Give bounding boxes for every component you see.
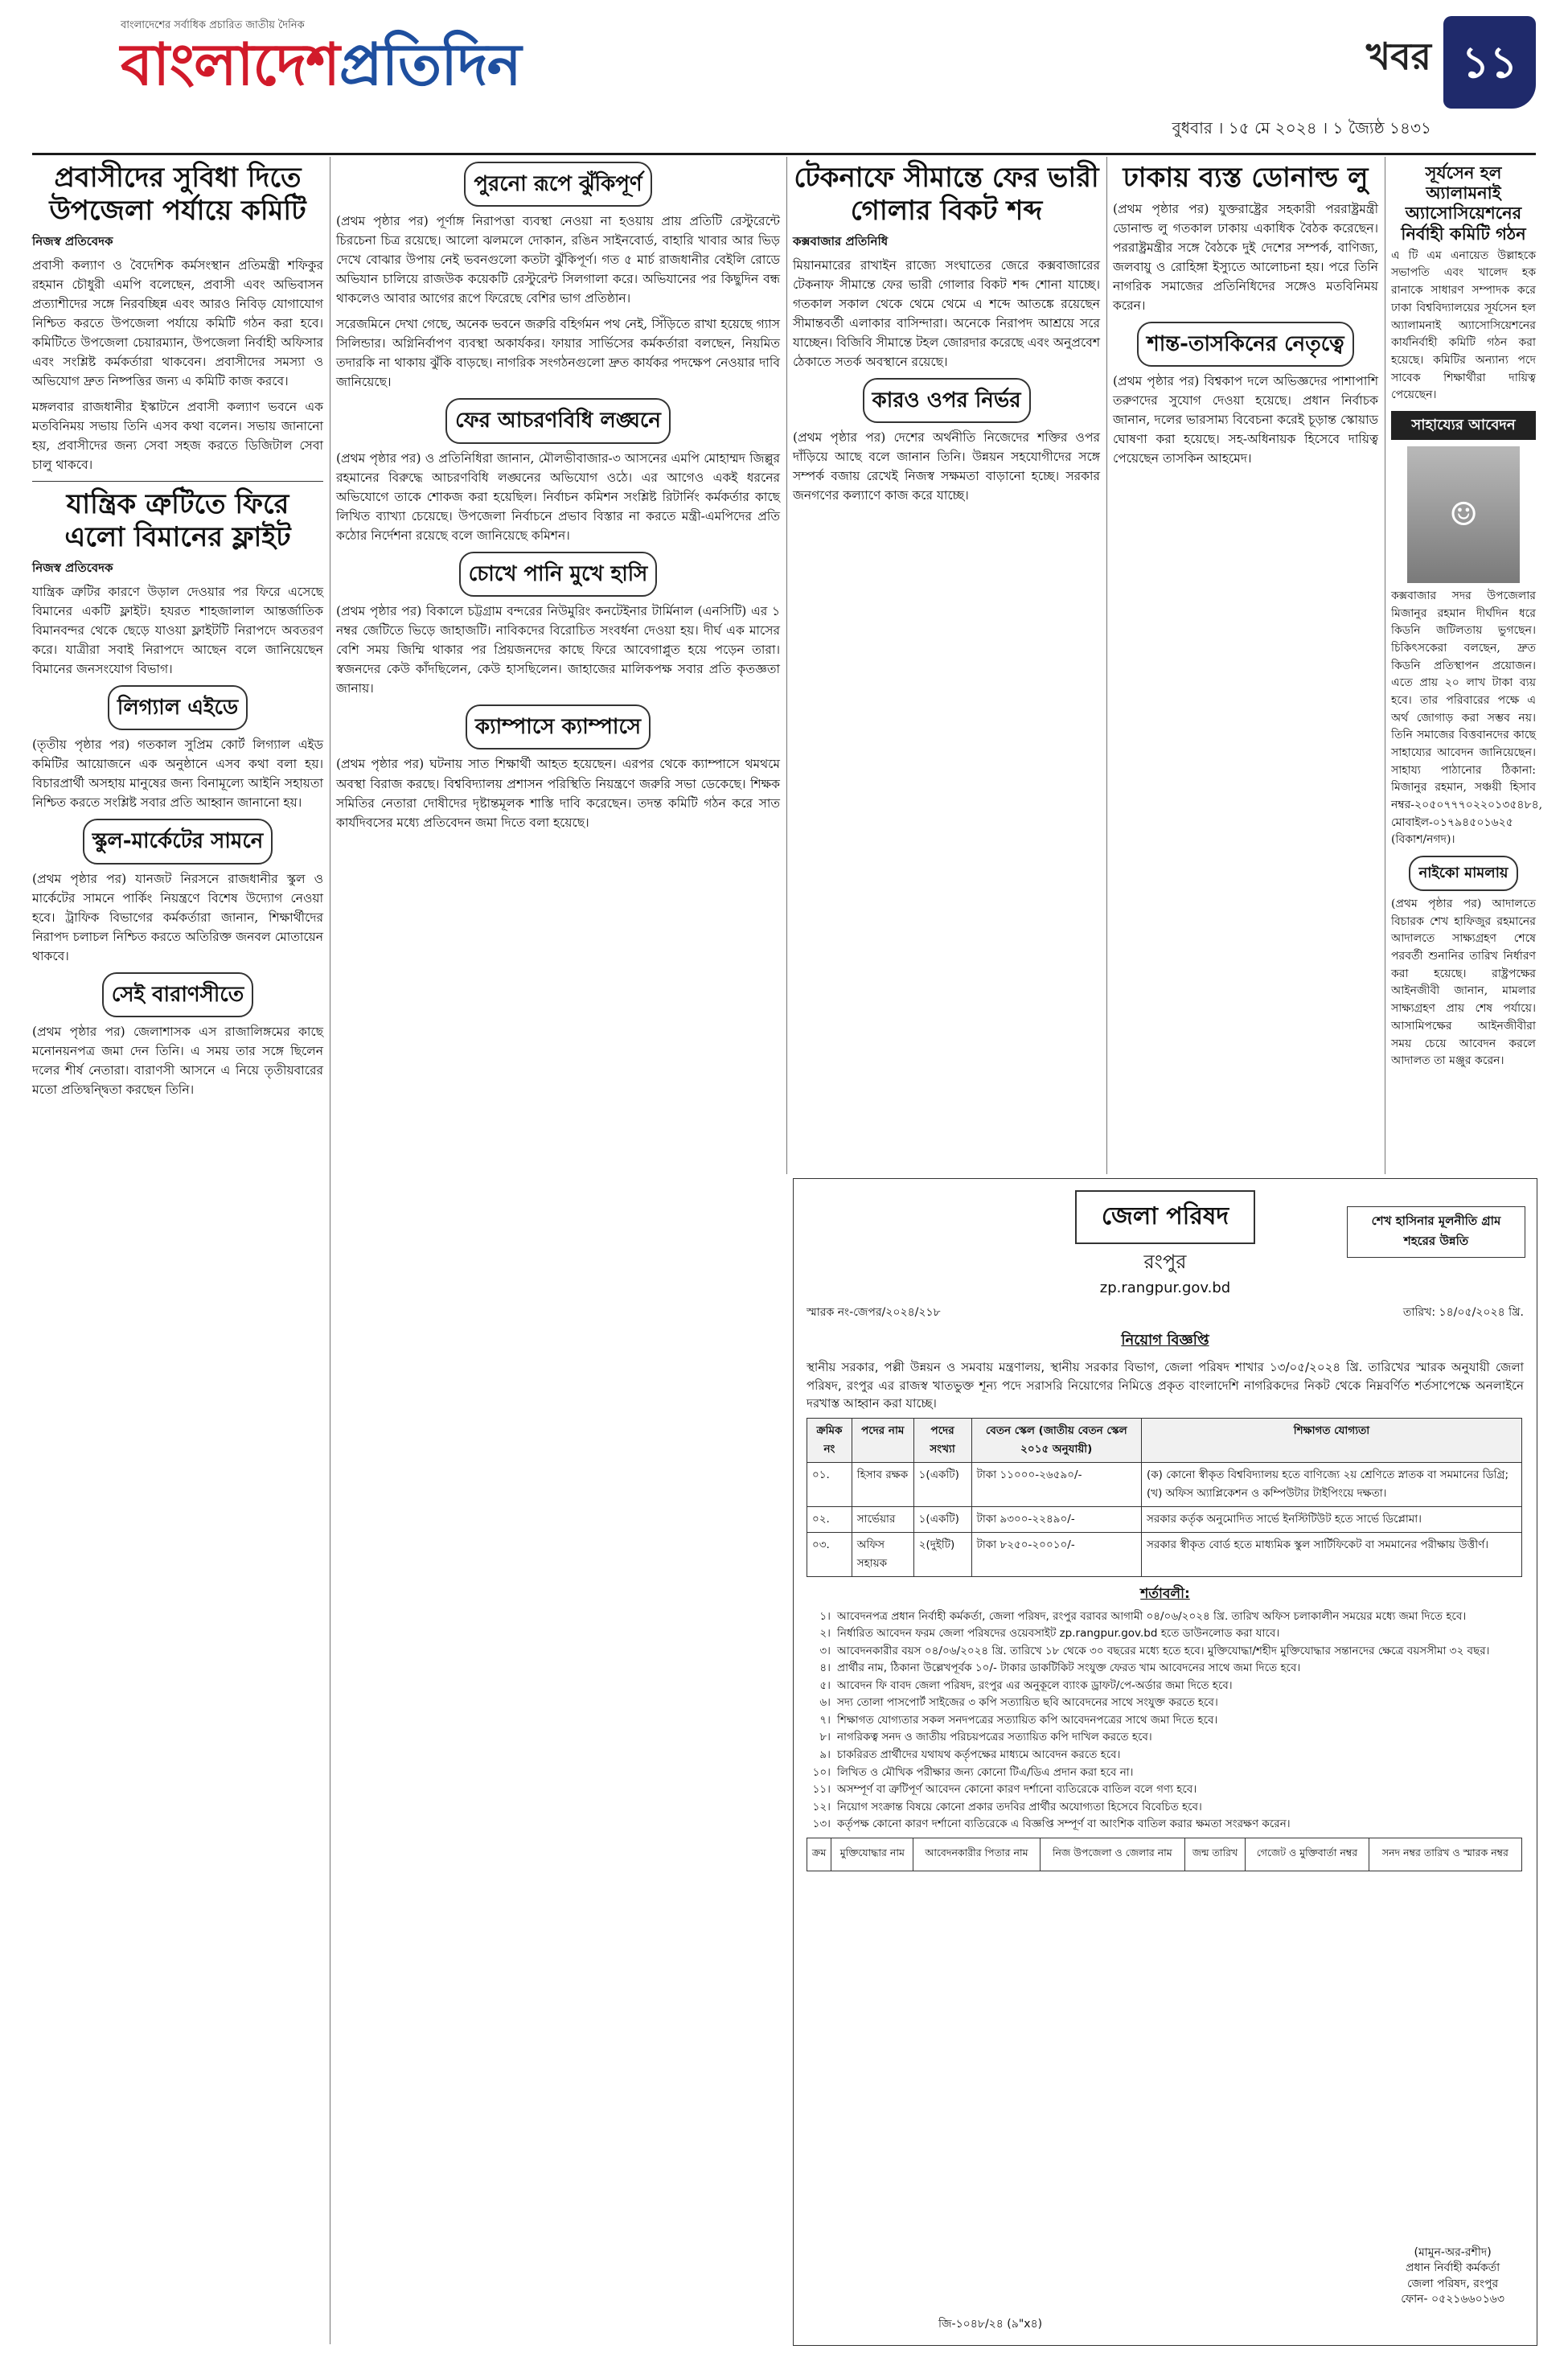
term-text: নাগরিকত্ব সনদ ও জাতীয় পরিচয়পত্রের সত্যায়িত কপি দাখিল করতে হবে। (837, 1731, 1152, 1744)
table-cell: ২(দুইটি) (913, 1532, 971, 1576)
article-body: প্রবাসী কল্যাণ ও বৈদেশিক কর্মসংস্থান প্রতিমন্ত্রী শফিকুর রহমান চৌধুরী এমপি বলেছেন, প্রবাসী এবং অভিবাসন প্রত্যাশীদের সঙ্গে নিরবচ্ছিন্ন এবং আরও নিবিড় যোগাযোগ নিশ্চিত করতে উপজেলা পর্যায়ে কমিটি গঠন করা হবে। কমিটিতে উপজেলা চেয়ারম্যান, উপজেলা নির্বাহী অফিসার এবং সংশ্লিষ্ট কর্মকর্তারা থাকবেন। প্রবাসীদের সমস্যা ও অভিযোগ দ্রুত নিষ্পত্তির জন্য এ কমিটি কাজ করবে। (32, 257, 323, 388)
applicant-table-header-cell: জন্ম তারিখ (1185, 1838, 1246, 1871)
posts-header-cell: ক্রমিক নং (807, 1418, 852, 1462)
article-body: (প্রথম পৃষ্ঠার পর) বিকালে চট্টগ্রাম বন্দরের নিউমুরিং কনটেইনার টার্মিনাল (এনসিটি) এর ১ নম্বর জেটিতে ভিড়ে জাহাজটি। নাবিকদের বিরোচিত সংবর্ধনা দেওয়া হয়। দীর্ঘ এক মাসের বেশি সময় জিম্মি থাকার পর প্রিয়জনদের কাছে ফিরে আবেগাপ্লুত হয়ে পড়েন তারা। স্বজনদের কেউ কাঁদছিলেন, কেউ হাসছিলেন। জাহাজের মালিকপক্ষ সবার প্রতি কৃতজ্ঞতা জানায়। (336, 604, 780, 696)
column-2 (336, 157, 780, 839)
term-item (807, 1626, 1524, 1642)
table-cell: সরকার কর্তৃক অনুমোদিত সার্ভে ইনস্টিটিউট হতে সার্ভে ডিপ্লোমা। (1141, 1506, 1521, 1532)
newspaper-logo[interactable] (121, 21, 521, 117)
posts-table-header (807, 1418, 1522, 1462)
column-4 (1113, 157, 1378, 474)
headline-restaurant-risk[interactable]: পুরনো রূপে ঝুঁকিপূর্ণ (464, 162, 651, 207)
notice-ref-line (807, 1303, 1524, 1322)
help-appeal-ribbon: সাহায্যের আবেদন (1391, 411, 1536, 440)
term-number: ৪। (819, 1661, 831, 1675)
headline-donald-lu[interactable]: ঢাকায় ব্যস্ত ডোনাল্ড লু (1123, 162, 1369, 194)
article-body: (প্রথম পৃষ্ঠার পর) দেশের অর্থনীতি নিজেদের শক্তির ওপর দাঁড়িয়ে আছে বলে জানান তিনি। উন্নয়ন সহযোগীদের সঙ্গে সম্পর্ক বজায় রেখেই নিজস্ব সক্ষমতা বাড়ানো হচ্ছে। সরকার জনগণের কল্যাণে কাজ করে যাচ্ছে। (793, 430, 1100, 503)
headline-legal-aid[interactable]: লিগ্যাল এইডে (108, 685, 248, 730)
table-cell: ০২. (807, 1506, 852, 1532)
term-text: আবেদনকারীর বয়স ০৪/০৬/২০২৪ খ্রি. তারিখে ১৮ থেকে ৩০ বছরের মধ্যে হতে হবে। মুক্তিযোদ্ধা/শহীদ মুক্তিযোদ্ধার সন্তানদের ক্ষেত্রে বয়সসীমা ৩২ বছর। (837, 1644, 1490, 1657)
table-cell: ০৩. (807, 1532, 852, 1576)
article-body: (প্রথম পৃষ্ঠার পর) যুক্তরাষ্ট্রের সহকারী পররাষ্ট্রমন্ত্রী ডোনাল্ড লু গতকাল ঢাকায় একাধিক বৈঠক করেছেন। পররাষ্ট্রমন্ত্রীর সঙ্গে বৈঠকে দুই দেশের সম্পর্ক, বাণিজ্য, জলবায়ু ও রোহিঙ্গা ইস্যুতে আলোচনা হয়। পরে তিনি নাগরিক সমাজের প্রতিনিধিদের সঙ্গেও মতবিনিময় করেন। (1113, 201, 1378, 313)
posts-header-cell: পদের নাম (852, 1418, 913, 1462)
article-body: (প্রথম পৃষ্ঠার পর) ঘটনায় সাত শিক্ষার্থী আহত হয়েছেন। এরপর থেকে ক্যাম্পাসে থমথমে অবস্থা বিরাজ করছে। বিশ্ববিদ্যালয় প্রশাসন পরিস্থিতি নিয়ন্ত্রণে জরুরি সভা ডেকেছে। শিক্ষক সমিতির নেতারা দোষীদের দৃষ্টান্তমূলক শাস্তি দাবি করেছেন। তদন্ত কমিটি গঠন করে সাত কার্যদিবসের মধ্যে প্রতিবেদন জমা দিতে বলা হয়েছে। (336, 757, 780, 830)
term-number: ১১। (812, 1783, 831, 1797)
signer-org: জেলা পরিষদ, রংপুর (1406, 2277, 1499, 2290)
logo-part-2: প্রতিদিন (339, 31, 521, 98)
byline: কক্সবাজার প্রতিনিধি (793, 233, 889, 248)
term-number: ১। (819, 1609, 831, 1623)
article-body: (প্রথম পৃষ্ঠার পর) যানজট নিরসনে রাজধানীর স্কুল ও মার্কেটের সামনে পার্কিং নিয়ন্ত্রণে বিশেষ উদ্যোগ নেওয়া হবে। ট্রাফিক বিভাগের কর্মকর্তারা জানান, শিক্ষার্থীদের নিরাপদ চলাচল নিশ্চিত করতে অতিরিক্ত জনবল মোতায়েন থাকবে। (32, 871, 323, 963)
table-cell: ০১. (807, 1462, 852, 1506)
term-number: ১০। (812, 1765, 831, 1779)
applicant-table-header-cell: গেজেট ও মুক্তিবার্তা নম্বর (1245, 1838, 1369, 1871)
posts-header-cell: বেতন স্কেল (জাতীয় বেতন স্কেল ২০১৫ অনুযায়ী) (971, 1418, 1141, 1462)
term-item (807, 1730, 1524, 1746)
term-item (807, 1817, 1524, 1833)
signer-phone: ফোন- ০৫২১৬৬০১৬৩ (1401, 2293, 1504, 2306)
term-number: ১৩। (812, 1817, 831, 1831)
notice-intro: স্থানীয় সরকার, পল্লী উন্নয়ন ও সমবায় মন্ত্রণালয়, স্থানীয় সরকার বিভাগ, জেলা পরিষদ শাখার ১৩/০৫/২০২৪ খ্রি. তারিখের স্মারক অনুযায়ী জেলা পরিষদ, রংপুর এর রাজস্ব খাতভুক্ত শূন্য পদে সরাসরি নিয়োগের নিমিত্তে প্রকৃত বাংলাদেশি নাগরিকদের নিকট থেকে নিম্নবর্ণিত শর্তসাপেক্ষে অনলাইনে দরখাস্ত আহ্বান করা যাচ্ছে। (807, 1360, 1524, 1411)
table-cell: টাকা ৯৩০০-২২৪৯০/- (971, 1506, 1141, 1532)
signer-title: প্রধান নির্বাহী কর্মকর্তা (1406, 2261, 1500, 2275)
applicant-table-header-cell: ক্রম (807, 1838, 831, 1871)
term-text: অসম্পূর্ণ বা ত্রুটিপূর্ণ আবেদন কোনো কারণ দর্শানো ব্যতিরেকে বাতিল বলে গণ্য হবে। (837, 1783, 1197, 1797)
article-body: (প্রথম পৃষ্ঠার পর) বিশ্বকাপ দলে অভিজ্ঞদের পাশাপাশি তরুণদের সুযোগ দেওয়া হয়েছে। প্রধান নির্বাচক জানান, দলের ভারসাম্য বিবেচনা করেই চূড়ান্ত স্কোয়াড ঘোষণা করা হয়েছে। সহ-অধিনায়ক হিসেবে দায়িত্ব পেয়েছেন তাসকিন আহমেদ। (1113, 374, 1378, 466)
applicant-table-header-cell: আবেদনকারীর পিতার নাম (913, 1838, 1040, 1871)
headline-code-violation[interactable]: ফের আচরণবিধি লঙ্ঘনে (445, 398, 671, 443)
table-row (807, 1506, 1522, 1532)
article-body: (প্রথম পৃষ্ঠার পর) পূর্ণাঙ্গ নিরাপত্তা ব্যবস্থা নেওয়া না হওয়ায় প্রায় প্রতিটি রেস্টুরেন্টে চিরচেনা চিত্র রয়েছে। আলো ঝলমলে দোকান, রঙিন সাইনবোর্ড, বাহারি খাবার আর ভিড় দেখে বোঝার উপায় নেই ভবনগুলো কতটা ঝুঁকিপূর্ণ। গত ৫ মার্চ রাজধানীর বেইলি রোডে অভিযান চালিয়ে রাজউক কয়েকটি রেস্টুরেন্ট সিলগালা করে। অভিযানের পর কিছুদিন বন্ধ থাকলেও আবার আগের রূপে ফিরেছে বেশির ভাগ প্রতিষ্ঠান। (336, 214, 780, 306)
headline-shanto-taskin[interactable]: শান্ত-তাসকিনের নেতৃত্বে (1137, 322, 1353, 367)
column-divider (1106, 157, 1107, 1174)
notice-place: রংপুর (1143, 1251, 1187, 1273)
table-cell: অফিস সহায়ক (852, 1532, 913, 1576)
applicant-table-header-cell: সনদ নম্বর তারিখ ও স্মারক নম্বর (1369, 1838, 1521, 1871)
term-number: ৫। (819, 1678, 831, 1692)
section-name: খবর (1365, 35, 1431, 78)
signer-name: (মামুন-অর-রশীদ) (1414, 2245, 1492, 2259)
article-body: যান্ত্রিক ত্রুটির কারণে উড়াল দেওয়ার পর ফিরে এসেছে বিমানের একটি ফ্লাইট। হযরত শাহজালাল আন্তর্জাতিক বিমানবন্দর থেকে ছেড়ে যাওয়া ফ্লাইটটি নিরাপদে অবতরণ করে। যাত্রীরা সবাই নিরাপদে আছেন বলে জানিয়েছেন বিমানের জনসংযোগ বিভাগ। (32, 584, 323, 676)
notice-ref-number: স্মারক নং-জেপর/২০২৪/২১৮ (807, 1306, 941, 1319)
masthead (32, 16, 1536, 155)
headline-biman-flight[interactable]: যান্ত্রিক ত্রুটিতে ফিরে এলো বিমানের ফ্লাইট (64, 488, 291, 553)
posts-table (807, 1418, 1522, 1577)
term-number: ৮। (819, 1731, 831, 1744)
headline-dependence[interactable]: কারও ওপর নির্ভর (863, 378, 1031, 423)
headline-teknaf-border[interactable]: টেকনাফে সীমান্তে ফের ভারী গোলার বিকট শব্দ (794, 162, 1099, 227)
term-number: ৩। (819, 1644, 831, 1657)
term-item (807, 1695, 1524, 1711)
term-item (807, 1644, 1524, 1660)
article-body: (তৃতীয় পৃষ্ঠার পর) গতকাল সুপ্রিম কোর্ট লিগ্যাল এইড কমিটির আয়োজনে এক অনুষ্ঠানে এসব কথা বলা হয়। বিচারপ্রার্থী অসহায় মানুষের জন্য বিনামূল্যে আইনি সহায়তা নিশ্চিত করতে সংশ্লিষ্ট সবার প্রতি আহ্বান জানানো হয়। (32, 737, 323, 811)
table-cell: টাকা ৮২৫০-২০০১০/- (971, 1532, 1141, 1576)
term-text: আবেদনপত্র প্রধান নির্বাহী কর্মকর্তা, জেলা পরিষদ, রংপুর বরাবর আগামী ০৪/০৬/২০২৪ খ্রি. তারিখ অফিস চলাকালীন সময়ের মধ্যে জমা দিতে হবে। (837, 1609, 1467, 1623)
headline-school-market[interactable]: স্কুল-মার্কেটের সামনে (83, 819, 273, 864)
applicant-table-header-cell: মুক্তিযোদ্ধার নাম (831, 1838, 913, 1871)
term-item (807, 1609, 1524, 1625)
term-text: কর্তৃপক্ষ কোনো কারণ দর্শানো ব্যতিরেকে এ বিজ্ঞপ্তি সম্পূর্ণ বা আংশিক বাতিল করার ক্ষমতা সংরক্ষণ করেন। (837, 1817, 1291, 1831)
headline-varanasi[interactable]: সেই বারাণসীতে (102, 972, 253, 1017)
byline: নিজস্ব প্রতিবেদক (32, 560, 113, 575)
headline-tears-smiles[interactable]: চোখে পানি মুখে হাসি (459, 552, 658, 597)
article-body: সরেজমিনে দেখা গেছে, অনেক ভবনে জরুরি বহির্গমন পথ নেই, সিঁড়িতে রাখা হয়েছে গ্যাস সিলিন্ডার। অগ্নিনির্বাপণ ব্যবস্থা অকার্যকর। ফায়ার সার্ভিসের কর্মকর্তারা বলছেন, নিয়মিত তদারকি না থাকায় ঝুঁকি বাড়ছে। নাগরিক সংগঠনগুলো দ্রুত কার্যকর পদক্ষেপ নেওয়ার দাবি জানিয়েছে। (336, 317, 780, 390)
article-body: (প্রথম পৃষ্ঠার পর) জেলাশাসক এস রাজালিঙ্গমের কাছে মনোনয়নপত্র জমা দেন তিনি। এ সময় তার সঙ্গে ছিলেন দলের শীর্ষ নেতারা। বারাণসী আসনে এ নিয়ে তৃতীয়বারের মতো প্রতিদ্বন্দ্বিতা করছেন তিনি। (32, 1024, 323, 1098)
article-body: (প্রথম পৃষ্ঠার পর) আদালতে বিচারক শেখ হাফিজুর রহমানের আদালতে সাক্ষ্যগ্রহণ শেষে পরবর্তী শুনানির তারিখ নির্ধারণ করা হয়েছে। রাষ্ট্রপক্ষের আইনজীবী জানান, মামলার সাক্ষ্যগ্রহণ প্রায় শেষ পর্যায়ে। আসামিপক্ষের আইনজীবীরা সময় চেয়ে আবেদন করলে আদালত তা মঞ্জুর করেন। (1391, 897, 1536, 1068)
notice-org: জেলা পরিষদ (1075, 1190, 1255, 1244)
term-item (807, 1782, 1524, 1798)
term-number: ৯। (819, 1748, 831, 1761)
person-photo: ☺ (1407, 446, 1520, 583)
term-item (807, 1678, 1524, 1694)
term-text: সদ্য তোলা পাসপোর্ট সাইজের ৩ কপি সত্যায়িত ছবি আবেদনের সাথে সংযুক্ত করতে হবে। (837, 1696, 1218, 1710)
term-text: নির্ধারিত আবেদন ফরম জেলা পরিষদের ওয়েবসাইট zp.rangpur.gov.bd হতে ডাউনলোড করা যাবে। (837, 1627, 1280, 1641)
term-text: নিয়োগ সংক্রান্ত বিষয়ে কোনো প্রকার তদবির প্রার্থীর অযোগ্যতা হিসেবে বিবেচিত হবে। (837, 1800, 1202, 1813)
term-text: লিখিত ও মৌখিক পরীক্ষার জন্য কোনো টিএ/ডিএ প্রদান করা হবে না। (837, 1765, 1134, 1779)
table-cell: (ক) কোনো স্বীকৃত বিশ্ববিদ্যালয় হতে বাণিজ্যে ২য় শ্রেণিতে স্নাতক বা সমমানের ডিগ্রি; (খ) অফিস অ্যাপ্লিকেশন ও কম্পিউটার টাইপিংয়ে দক্ষতা। (1141, 1462, 1521, 1506)
term-text: চাকরিরত প্রার্থীদের যথাযথ কর্তৃপক্ষের মাধ্যমে আবেদন করতে হবে। (837, 1748, 1121, 1761)
notice-website-link[interactable]: zp.rangpur.gov.bd (1099, 1279, 1231, 1296)
column-1 (32, 157, 323, 2344)
terms-list (807, 1609, 1524, 1833)
article-body: (প্রথম পৃষ্ঠার পর) ও প্রতিনিধিরা জানান, মৌলভীবাজার-৩ আসনের এমপি মোহাম্মদ জিল্লুর রহমানের বিরুদ্ধে আচরণবিধি লঙ্ঘনের অভিযোগ ওঠে। এর আগেও একই ধরনের অভিযোগে তাকে শোকজ করা হয়েছিল। নির্বাচন কমিশন সংশ্লিষ্ট রিটার্নিং কর্মকর্তার কাছে লিখিত ব্যাখ্যা চেয়েছে। উপজেলা নির্বাচনে প্রভাব বিস্তার না করতে মন্ত্রী-এমপিদের প্রতি কঠোর নির্দেশনা রয়েছে বলে জানিয়েছে কমিশন। (336, 450, 780, 543)
logo-part-1: বাংলাদেশ (121, 31, 339, 98)
term-text: আবেদন ফি বাবদ জেলা পরিষদ, রংপুর এর অনুকূলে ব্যাংক ড্রাফট/পে-অর্ডার জমা দিতে হবে। (837, 1678, 1233, 1692)
table-cell: সার্ভেয়ার (852, 1506, 913, 1532)
term-text: প্রার্থীর নাম, ঠিকানা উল্লেখপূর্বক ১০/- টাকার ডাকটিকিট সংযুক্ত ফেরত খাম আবেদনের সাথে জমা দিতে হবে। (837, 1661, 1301, 1675)
freedom-fighter-table (807, 1838, 1522, 1871)
table-cell: টাকা ১১০০০-২৬৫৯০/- (971, 1462, 1141, 1506)
terms-title: শর্তাবলী: (1140, 1585, 1190, 1602)
article-body: কক্সবাজার সদর উপজেলার মিজানুর রহমান দীর্ঘদিন ধরে কিডনি জটিলতায় ভুগছেন। চিকিৎসকেরা বলছেন, দ্রুত কিডনি প্রতিস্থাপন প্রয়োজন। এতে প্রায় ২০ লাখ টাকা ব্যয় হবে। তার পরিবারের পক্ষে এ অর্থ জোগাড় করা সম্ভব নয়। তিনি সমাজের বিত্তবানদের কাছে সাহায্যের আবেদন জানিয়েছেন। সাহায্য পাঠানোর ঠিকানা: মিজানুর রহমান, সঞ্চয়ী হিসাব নম্বর-২০৫০৭৭৭০২২০১৩৫৪৮৪, মোবাইল-০১৭৯৪৫০১৬২৫ (বিকাশ/নগদ)। (1391, 589, 1543, 847)
signature-block (1401, 2245, 1504, 2308)
notice-title: নিয়োগ বিজ্ঞপ্তি (1121, 1332, 1209, 1349)
page-number-badge: ১১ (1443, 16, 1536, 109)
column-5 (1391, 157, 1543, 1077)
term-number: ৬। (819, 1696, 831, 1710)
term-number: ৭। (819, 1713, 831, 1727)
term-text: শিক্ষাগত যোগ্যতার সকল সনদপত্রের সত্যায়িত কপি আবেদনপত্রের সাথে জমা দিতে হবে। (837, 1713, 1218, 1727)
article-body: এ টি এম এনায়েত উল্লাহকে সভাপতি এবং খালেদ হক রানাকে সাধারণ সম্পাদক করে ঢাকা বিশ্ববিদ্যালয়ের সূর্যসেন হল অ্যালামনাই অ্যাসোসিয়েশনের কার্যনির্বাহী কমিটি গঠন করা হয়েছে। কমিটির অন্যান্য পদে সাবেক শিক্ষার্থীরা দায়িত্ব পেয়েছেন। (1391, 248, 1536, 402)
table-row (807, 1532, 1522, 1576)
column-3 (793, 157, 1100, 511)
term-number: ২। (819, 1627, 831, 1641)
term-item (807, 1713, 1524, 1729)
notice-slogan: শেখ হাসিনার মূলনীতি গ্রাম শহরের উন্নতি (1347, 1206, 1525, 1258)
article-body: মিয়ানমারের রাখাইন রাজ্যে সংঘাতের জেরে কক্সবাজারের টেকনাফ সীমান্তে ফের ভারী গোলার বিকট শব্দ শোনা যাচ্ছে। গতকাল সকাল থেকে থেমে থেমে এ শব্দে আতঙ্কে রয়েছেন সীমান্তবর্তী এলাকার বাসিন্দারা। অনেকে নিরাপদ আশ্রয়ে সরে যাচ্ছেন। বিজিবি সীমান্তে টহল জোরদার করেছে এবং অনুপ্রবেশ ঠেকাতে সতর্ক অবস্থানে রয়েছে। (793, 257, 1100, 369)
article-body: মঙ্গলবার রাজধানীর ইস্কাটনে প্রবাসী কল্যাণ ভবনে এক মতবিনিময় সভায় তিনি এসব কথা বলেন। সভায় জানানো হয়, প্রবাসীদের জন্য সেবা সহজ করতে ডিজিটাল সেবা চালু থাকবে। (32, 399, 323, 472)
posts-header-cell: শিক্ষাগত যোগ্যতা (1141, 1418, 1521, 1462)
recruitment-notice (793, 1178, 1537, 2346)
ad-code: জি-১০৪৮/২৪ (৯"x৪) (938, 2318, 1043, 2331)
table-cell: ১(একটি) (913, 1506, 971, 1532)
headline-alumni[interactable]: সূর্যসেন হল অ্যালামনাই অ্যাসোসিয়েশনের নির্বাহী কমিটি গঠন (1401, 163, 1526, 244)
divider (32, 481, 323, 482)
notice-date: তারিখ: ১৪/০৫/২০২৪ খ্রি. (1402, 1306, 1524, 1319)
headline-expat-committee[interactable]: প্রবাসীদের সুবিধা দিতে উপজেলা পর্যায়ে কমিটি (49, 162, 306, 227)
headline-campus[interactable]: ক্যাম্পাসে ক্যাম্পাসে (466, 704, 651, 750)
term-item (807, 1661, 1524, 1677)
term-item (807, 1748, 1524, 1764)
table-cell: হিসাব রক্ষক (852, 1462, 913, 1506)
byline: নিজস্ব প্রতিবেদক (32, 233, 113, 248)
freedom-fighter-table-header (807, 1838, 1522, 1871)
term-item (807, 1800, 1524, 1816)
table-cell: সরকার স্বীকৃত বোর্ড হতে মাধ্যমিক স্কুল সার্টিফিকেট বা সমমানের পরীক্ষায় উত্তীর্ণ। (1141, 1532, 1521, 1576)
dateline: বুধবার । ১৫ মে ২০২৪ । ১ জ্যৈষ্ঠ ১৪৩১ (1172, 118, 1431, 138)
newspaper-tagline: বাংলাদেশের সর্বাধিক প্রচারিত জাতীয় দৈনিক (121, 19, 305, 31)
headline-niko-case[interactable]: নাইকো মামলায় (1409, 856, 1517, 891)
posts-header-cell: পদের সংখ্যা (913, 1418, 971, 1462)
table-cell: ১(একটি) (913, 1462, 971, 1506)
term-number: ১২। (812, 1800, 831, 1813)
column-divider (786, 157, 787, 1174)
term-item (807, 1765, 1524, 1781)
table-row (807, 1462, 1522, 1506)
applicant-table-header-cell: নিজ উপজেলা ও জেলার নাম (1040, 1838, 1185, 1871)
